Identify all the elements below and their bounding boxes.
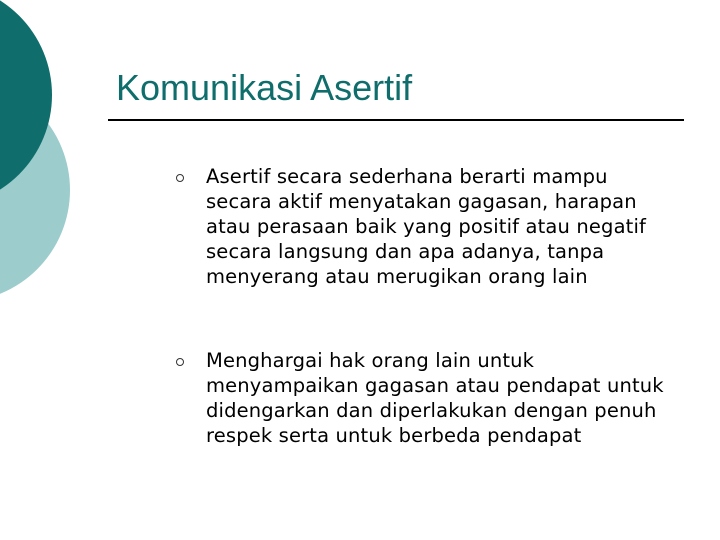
bullet-item <box>176 348 672 448</box>
title-divider <box>108 119 684 121</box>
circle-bullet-icon <box>176 174 184 182</box>
slide-title: Komunikasi Asertif <box>116 67 413 108</box>
circle-bullet-icon <box>176 358 184 366</box>
bullet-item <box>176 164 672 289</box>
decorative-circles <box>0 0 90 300</box>
bullet-text: Menghargai hak orang lain untuk menyampaikan gagasan atau pendapat untuk didengarkan dan diperlakukan dengan penuh respek serta untuk berbeda pendapat <box>206 349 664 447</box>
bullet-text: Asertif secara sederhana berarti mampu secara aktif menyatakan gagasan, harapan atau perasaan baik yang positif atau negatif secara langsung dan apa adanya, tanpa menyerang atau merugikan orang lain <box>206 165 647 288</box>
